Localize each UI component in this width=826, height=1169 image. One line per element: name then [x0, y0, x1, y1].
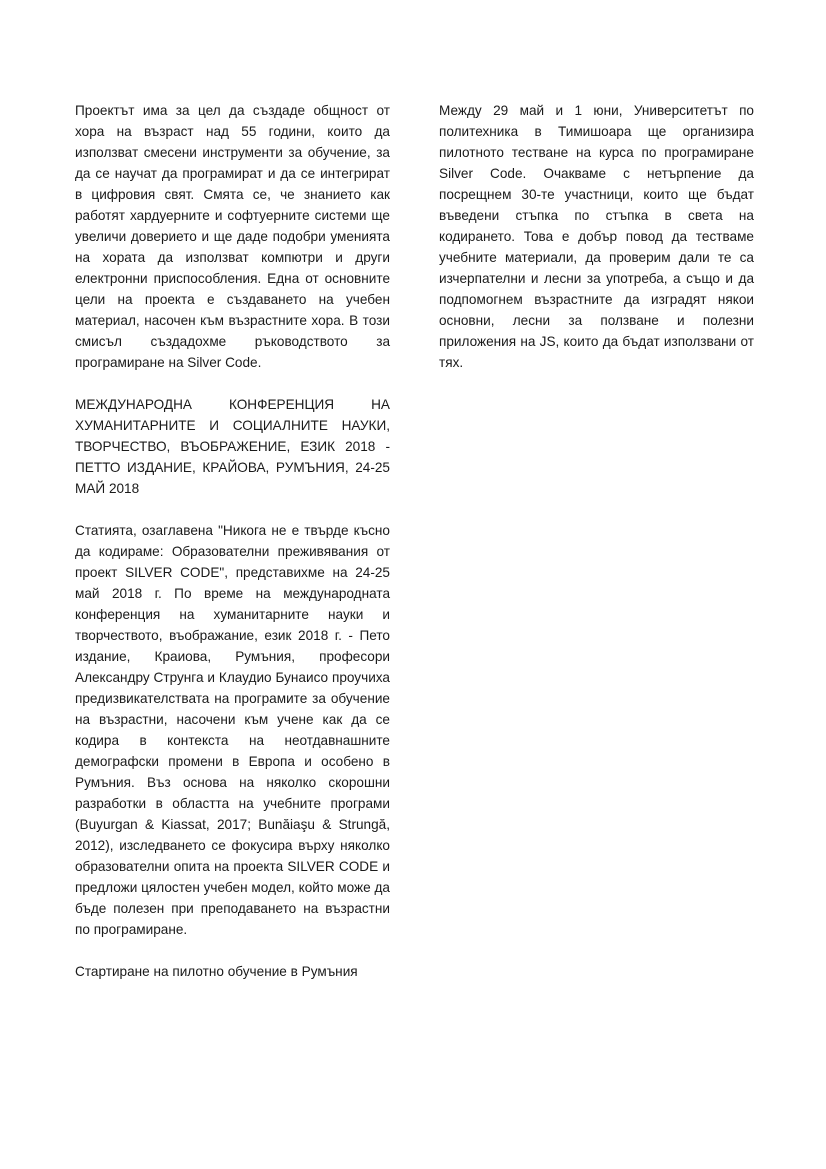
- intro-paragraph: Проектът има за цел да създаде общност от хора на възраст над 55 години, които да използват смесени инструменти за обучение, за да се научат да програмират и да се интегрират в цифровия свят. Смята се, че знанието как работят хардуерните и софтуерните системи ще увеличи доверието и ще даде подобри уменията на хората да използват компютри и други електронни приспособления. Една от основните цели на проекта е създаването на учебен материал, насочен към възрастните хора. В този смисъл създадохме ръководството за програмиране на Silver Code.: [75, 103, 390, 370]
- conference-heading: МЕЖДУНАРОДНА КОНФЕРЕНЦИЯ НА ХУМАНИТАРНИТЕ И СОЦИАЛНИТЕ НАУКИ, ТВОРЧЕСТВО, ВЪОБРАЖЕНИЕ, ЕЗИК 2018 - ПЕТТО ИЗДАНИЕ, КРАЙОВА, РУМЪНИЯ, 24-25 МАЙ 2018: [75, 397, 390, 496]
- left-column: [75, 100, 390, 1003]
- right-column: [439, 100, 754, 394]
- pilot-heading: Стартиране на пилотно обучение в Румъния: [75, 964, 358, 979]
- article-paragraph: Статията, озаглавена "Никога не е твърде късно да кодираме: Образователни преживявания от проект SILVER CODE", представихме на 24-25 май 2018 г. По време на международната конференция на хуманитарните науки и творчеството, въображание, език 2018 г. - Пето издание, Краиова, Румъния, професори Александру Струнга и Клаудио Бунаисо проучиха предизвикателствата на програмите за обучение на възрастни, насочени към учене как да се кодира в контекста на неотдавнашните демографски промени в Европа и особено в Румъния. Въз основа на няколко скорошни разработки в областта на учебните програми (Buyurgan & Kiassat, 2017; Bunăiaşu & Strungă, 2012), изследването се фокусира върху няколко образователни опита на проекта SILVER CODE и предложи цялостен учебен модел, който може да бъде полезен при преподаването на възрастни по програмиране.: [75, 523, 390, 937]
- pilot-paragraph: Между 29 май и 1 юни, Университетът по политехника в Тимишоара ще организира пилотното тестване на курса по програмиране Silver Code. Очакваме с нетърпение да посрещнем 30-те участници, които ще бъдат въведени стъпка по стъпка в света на кодирането. Това е добър повод да тестваме учебните материали, да проверим дали те са изчерпателни и лесни за употреба, а също и да подпомогнем възрастните да изградят някои основни, лесни за ползване и полезни приложения на JS, които да бъдат използвани от тях.: [439, 103, 754, 370]
